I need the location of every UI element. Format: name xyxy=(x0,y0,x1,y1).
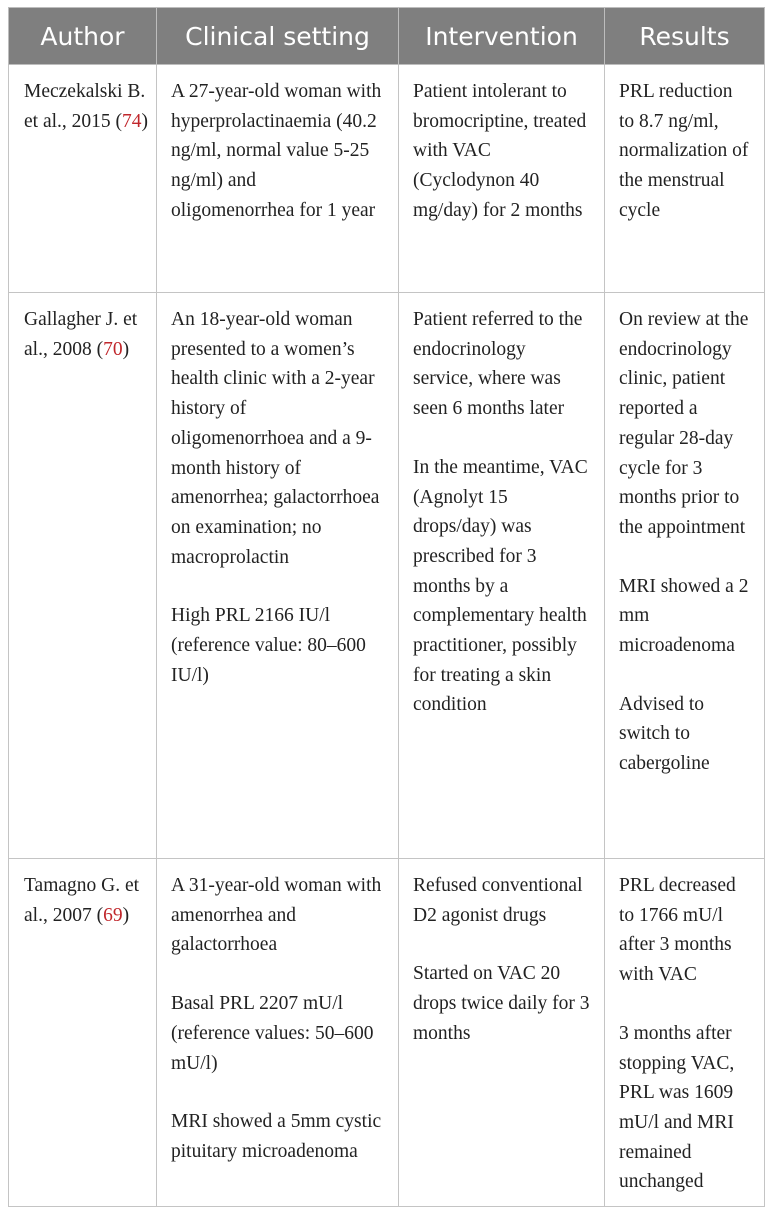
cell-paragraph: Patient referred to the endocrinology service, where was seen 6 months later xyxy=(413,309,583,420)
cell-paragraph: A 27-year-old woman with hyperprolactinaemia (40.2 ng/ml, normal value 5-25 ng/ml) and oligomenorrhea for 1 year xyxy=(171,81,382,221)
cell-paragraph: MRI showed a 5mm cystic pituitary microadenoma xyxy=(171,1111,382,1162)
cell-paragraph: Refused conventional D2 agonist drugs xyxy=(413,875,583,926)
results-cell xyxy=(605,293,765,859)
author-cell: Tamagno G. et al., 2007 (69) xyxy=(9,859,157,1207)
clinical-setting-cell xyxy=(157,293,399,859)
intervention-cell xyxy=(399,65,605,293)
reference-link[interactable]: 69 xyxy=(103,904,123,926)
cell-paragraph: A 31-year-old woman with amenorrhea and galactorrhoea xyxy=(171,875,382,956)
results-cell xyxy=(605,859,765,1207)
author-cell: Meczekalski B. et al., 2015 (74) xyxy=(9,65,157,293)
cell-paragraph: Basal PRL 2207 mU/l (reference values: 50–600 mU/l) xyxy=(171,993,374,1074)
cell-paragraph: High PRL 2166 IU/l (reference value: 80–600 IU/l) xyxy=(171,605,366,686)
table-header xyxy=(9,8,765,65)
cell-paragraph: Patient intolerant to bromocriptine, treated with VAC (Cyclodynon 40 mg/day) for 2 months xyxy=(413,81,587,221)
cell-paragraph: An 18-year-old woman presented to a women’s health clinic with a 2-year history of oligomenorrhoea and a 9-month history of amenorrhea; galactorrhoea on examination; no macroprolactin xyxy=(171,309,380,568)
header-row xyxy=(9,8,765,65)
reference-link[interactable]: 70 xyxy=(103,338,123,360)
intervention-cell xyxy=(399,859,605,1207)
cell-paragraph: Started on VAC 20 drops twice daily for 3 months xyxy=(413,963,590,1044)
header-intervention: Intervention xyxy=(399,8,605,65)
cell-paragraph: MRI showed a 2 mm microadenoma xyxy=(619,575,749,657)
intervention-cell xyxy=(399,293,605,859)
table-row xyxy=(9,859,765,1207)
cell-paragraph: 3 months after stopping VAC, PRL was 1609 mU/l and MRI remained unchanged xyxy=(619,1022,735,1193)
cell-paragraph: On review at the endocrinology clinic, patient reported a regular 28-day cycle for 3 months prior to the appointment xyxy=(619,309,749,538)
cell-paragraph: In the meantime, VAC (Agnolyt 15 drops/day) was prescribed for 3 months by a complementary health practitioner, possibly for treating a skin condition xyxy=(413,456,588,716)
author-cell: Gallagher J. et al., 2008 (70) xyxy=(9,293,157,859)
case-reports-table xyxy=(8,7,765,1207)
clinical-setting-cell xyxy=(157,65,399,293)
cell-paragraph: PRL reduction to 8.7 ng/ml, normalization of the menstrual cycle xyxy=(619,81,749,221)
table-row xyxy=(9,65,765,293)
cell-paragraph: Advised to switch to cabergoline xyxy=(619,693,710,775)
header-results: Results xyxy=(605,8,765,65)
clinical-setting-cell xyxy=(157,859,399,1207)
cell-paragraph: PRL decreased to 1766 mU/l after 3 months with VAC xyxy=(619,875,736,986)
header-clinical-setting: Clinical setting xyxy=(157,8,399,65)
reference-link[interactable]: 74 xyxy=(122,110,142,132)
table-row xyxy=(9,293,765,859)
header-author: Author xyxy=(9,8,157,65)
results-cell xyxy=(605,65,765,293)
